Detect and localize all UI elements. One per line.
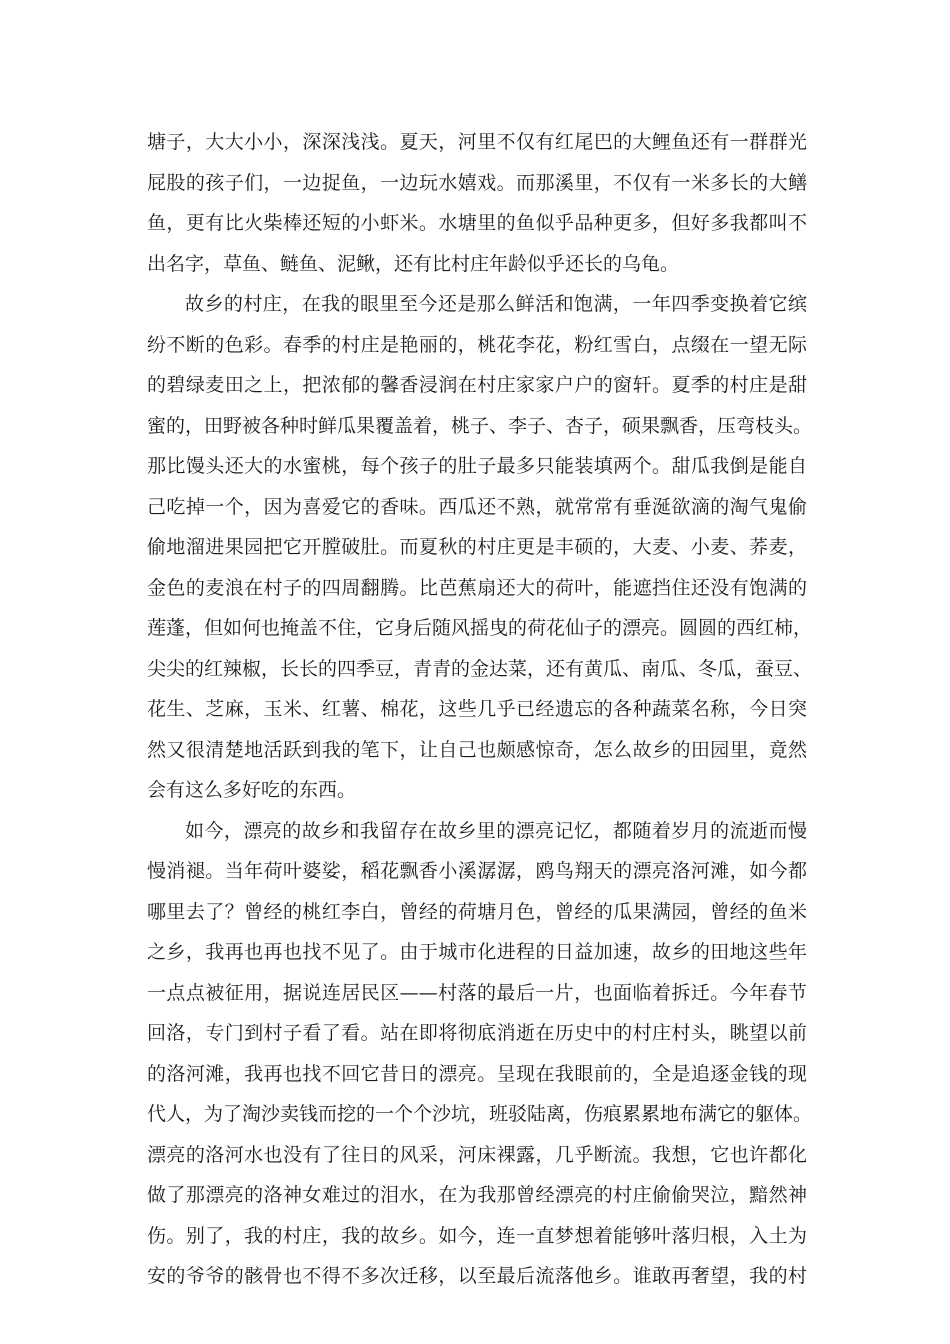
text-line: 安的爷爷的骸骨也不得不多次迁移，以至最后流落他乡。谁敢再奢望，我的村 — [147, 1265, 807, 1287]
text-line: 会有这么多好吃的东西。 — [147, 779, 357, 801]
text-line: 那比馒头还大的水蜜桃，每个孩子的肚子最多只能装填两个。甜瓜我倒是能自 — [147, 455, 807, 477]
body-text — [147, 122, 813, 1297]
text-line: 蜜的，田野被各种时鲜瓜果覆盖着，桃子、李子、杏子，硕果飘香，压弯枝头。 — [147, 414, 813, 437]
text-line: 花生、芝麻，玉米、红薯、棉花，这些几乎已经遗忘的各种蔬菜名称，今日突 — [147, 698, 807, 720]
text-line: 的洛河滩，我再也找不回它昔日的漂亮。呈现在我眼前的，全是追逐金钱的现 — [147, 1062, 807, 1085]
text-line: 哪里去了？曾经的桃红李白，曾经的荷塘月色，曾经的瓜果满园，曾经的鱼米 — [147, 900, 807, 923]
text-line: 一点点被征用，据说连居民区——村落的最后一片，也面临着拆迁。今年春节 — [147, 981, 807, 1004]
text-line: 屁股的孩子们，一边捉鱼，一边玩水嬉戏。而那溪里，不仅有一米多长的大鳝 — [147, 171, 807, 194]
text-line: 如今，漂亮的故乡和我留存在故乡里的漂亮记忆，都随着岁月的流逝而慢 — [185, 819, 807, 842]
text-line: 之乡，我再也再也找不见了。由于城市化进程的日益加速，故乡的田地这些年 — [147, 941, 807, 963]
text-line: 回洛，专门到村子看了看。站在即将彻底消逝在历史中的村庄村头，眺望以前 — [147, 1022, 807, 1044]
text-line: 莲蓬，但如何也掩盖不住，它身后随风摇曳的荷花仙子的漂亮。圆圆的西红柿， — [147, 617, 813, 639]
text-line: 己吃掉一个，因为喜爱它的香味。西瓜还不熟，就常常有垂涎欲滴的淘气鬼偷 — [147, 495, 807, 518]
text-line: 故乡的村庄，在我的眼里至今还是那么鲜活和饱满，一年四季变换着它缤 — [185, 293, 807, 315]
text-line: 偷地溜进果园把它开膛破肚。而夏秋的村庄更是丰硕的，大麦、小麦、荞麦， — [147, 536, 807, 558]
paragraph-2 — [147, 284, 813, 811]
text-line: 漂亮的洛河水也没有了往日的风采，河床裸露，几乎断流。我想，它也许都化 — [147, 1143, 807, 1166]
text-line: 鱼，更有比火柴棒还短的小虾米。水塘里的鱼似乎品种更多，但好多我都叫不 — [147, 212, 807, 234]
text-line: 纷不断的色彩。春季的村庄是艳丽的，桃花李花，粉红雪白，点缀在一望无际 — [147, 333, 807, 356]
text-line: 的碧绿麦田之上，把浓郁的馨香浸润在村庄家家户户的窗轩。夏季的村庄是甜 — [147, 374, 807, 396]
text-line: 金色的麦浪在村子的四周翻腾。比芭蕉扇还大的荷叶，能遮挡住还没有饱满的 — [147, 576, 807, 599]
text-line: 做了那漂亮的洛神女难过的泪水，在为我那曾经漂亮的村庄偷偷哭泣，黯然神 — [147, 1184, 807, 1206]
text-line: 然又很清楚地活跃到我的笔下，让自己也颇感惊奇，怎么故乡的田园里，竟然 — [147, 738, 807, 761]
text-line: 代人，为了淘沙卖钱而挖的一个个沙坑，班驳陆离，伤痕累累地布满它的躯体。 — [147, 1103, 813, 1125]
text-line: 出名字，草鱼、鲢鱼、泥鳅，还有比村庄年龄似乎还长的乌龟。 — [147, 252, 680, 275]
text-line: 慢消褪。当年荷叶婆娑，稻花飘香小溪潺潺，鸥鸟翔天的漂亮洛河滩，如今都 — [147, 860, 807, 882]
text-line: 尖尖的红辣椒，长长的四季豆，青青的金达菜，还有黄瓜、南瓜、冬瓜，蚕豆、 — [147, 657, 813, 680]
paragraph-3 — [147, 811, 813, 1297]
text-line: 伤。别了，我的村庄，我的故乡。如今，连一直梦想着能够叶落归根，入土为 — [147, 1224, 807, 1247]
text-line: 塘子，大大小小，深深浅浅。夏天，河里不仅有红尾巴的大鲤鱼还有一群群光 — [147, 131, 807, 153]
paragraph-1 — [147, 122, 807, 284]
